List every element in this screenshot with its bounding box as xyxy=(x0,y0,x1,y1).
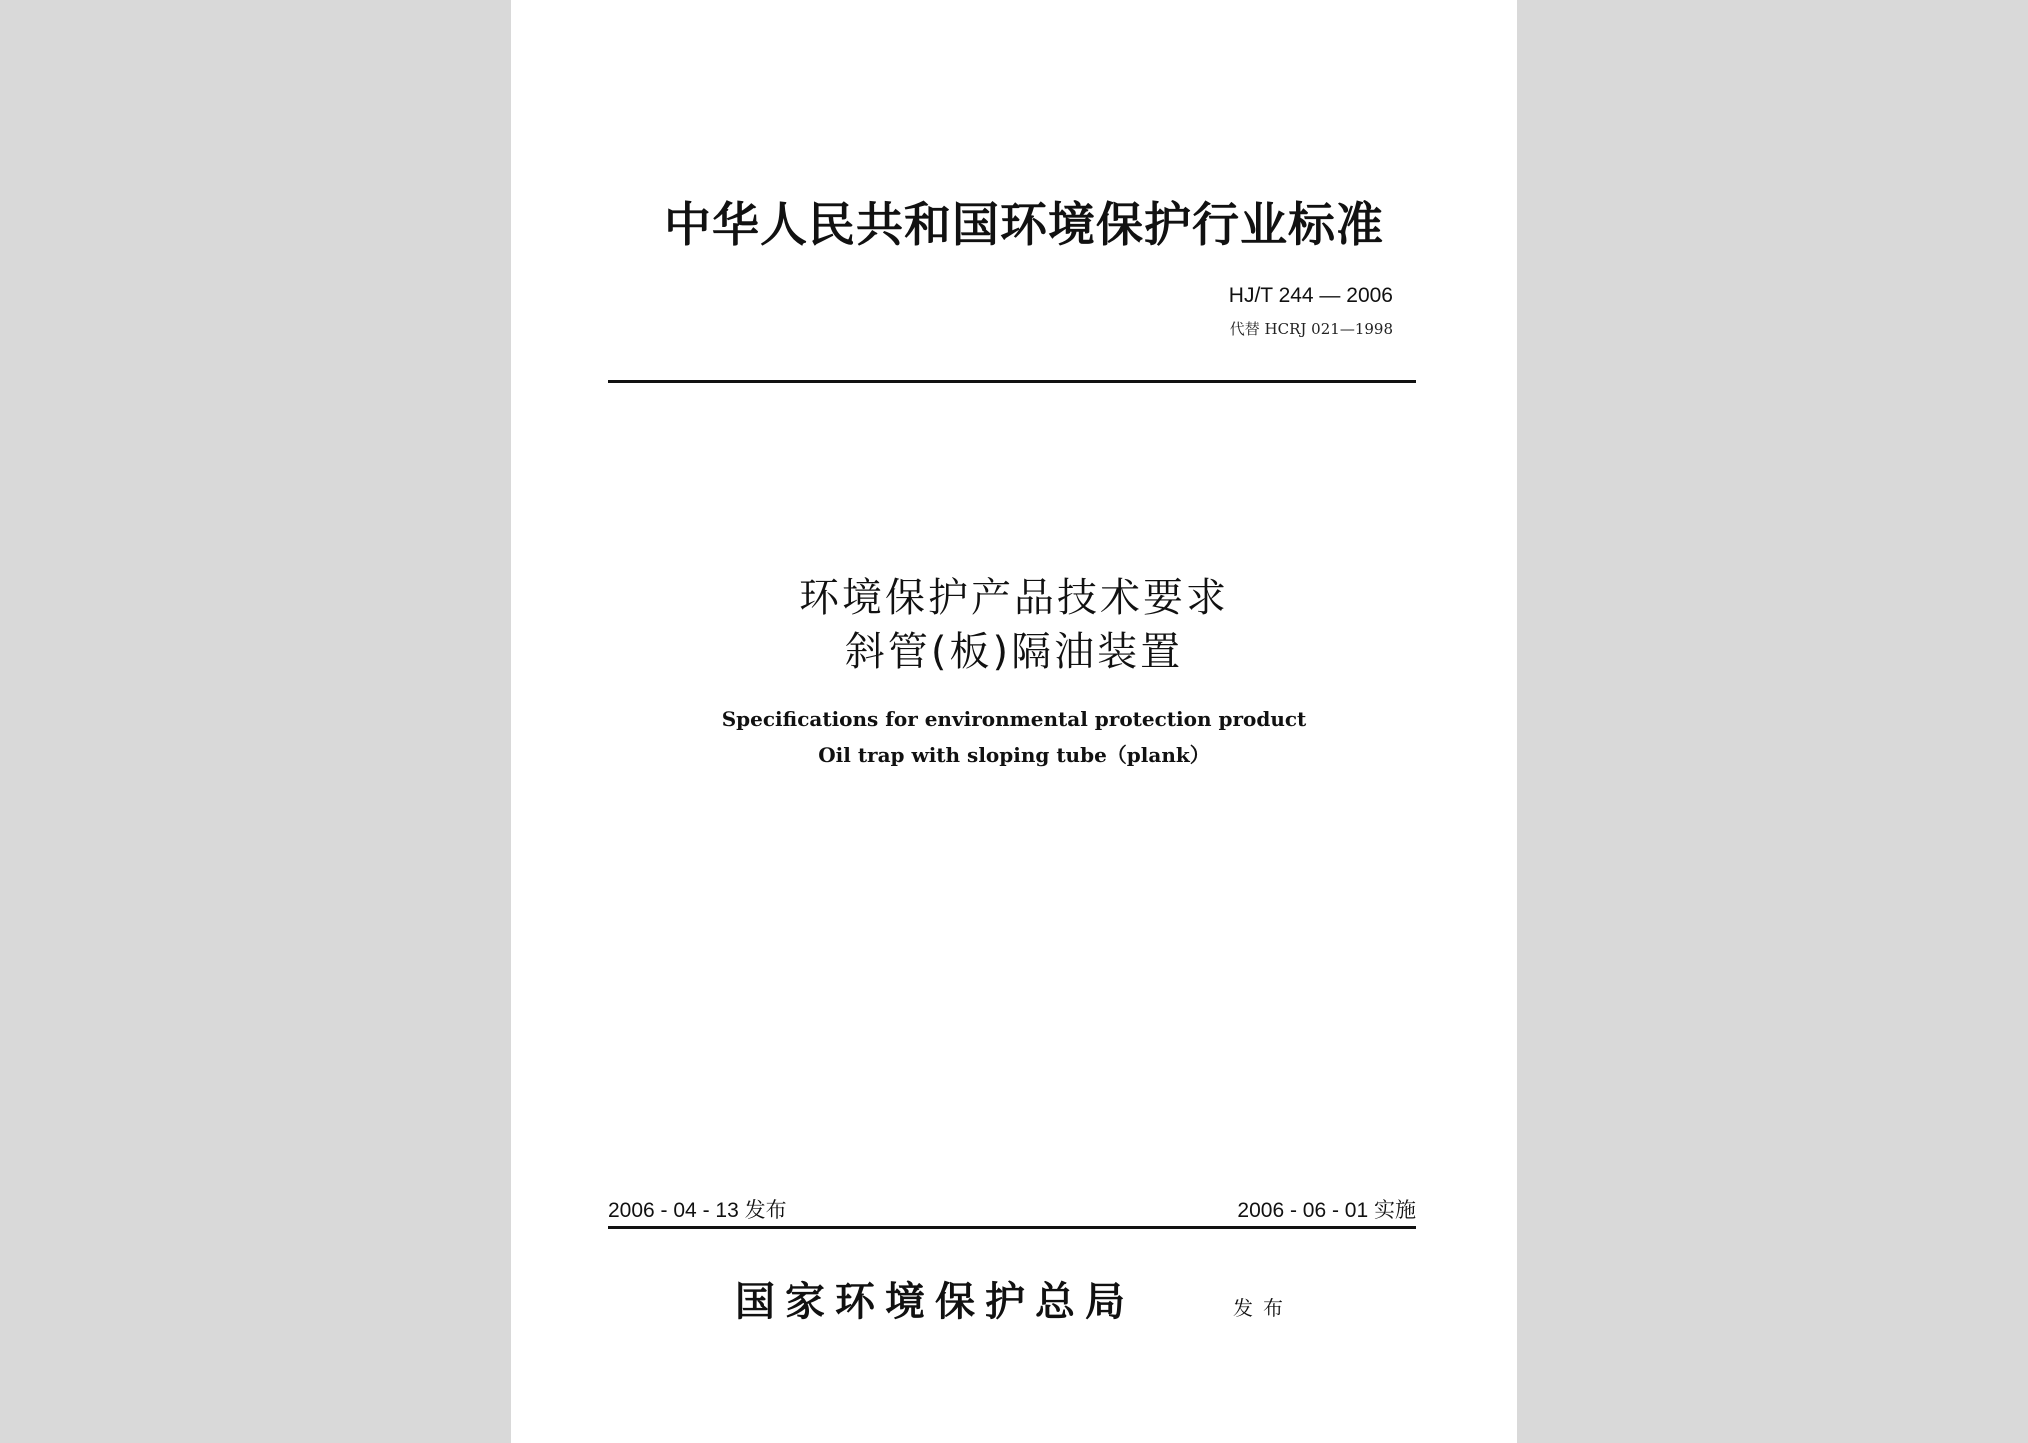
title-cn-line1: 环境保护产品技术要求 xyxy=(799,575,1229,621)
bottom-divider xyxy=(608,1226,1416,1229)
issuer-name: 国家环境保护总局 xyxy=(735,1278,1135,1325)
issuer-suffix: 发布 xyxy=(1233,1296,1293,1320)
effective-date: 2006 - 06 - 01 实施 xyxy=(1237,1199,1416,1222)
top-divider xyxy=(608,380,1416,383)
title-en-line2: Oil trap with sloping tube（plank） xyxy=(818,743,1210,767)
title-cn-line2: 斜管(板)隔油装置 xyxy=(844,629,1184,675)
replaced-standard: 代替 HCRJ 021—1998 xyxy=(1229,320,1393,338)
standard-type-header: 中华人民共和国环境保护行业标准 xyxy=(664,198,1384,253)
publish-date: 2006 - 04 - 13 发布 xyxy=(608,1199,787,1222)
title-en-line1: Specifications for environmental protection product xyxy=(721,707,1307,731)
standard-code: HJ/T 244 — 2006 xyxy=(1228,284,1393,307)
document-page xyxy=(511,0,1517,1443)
